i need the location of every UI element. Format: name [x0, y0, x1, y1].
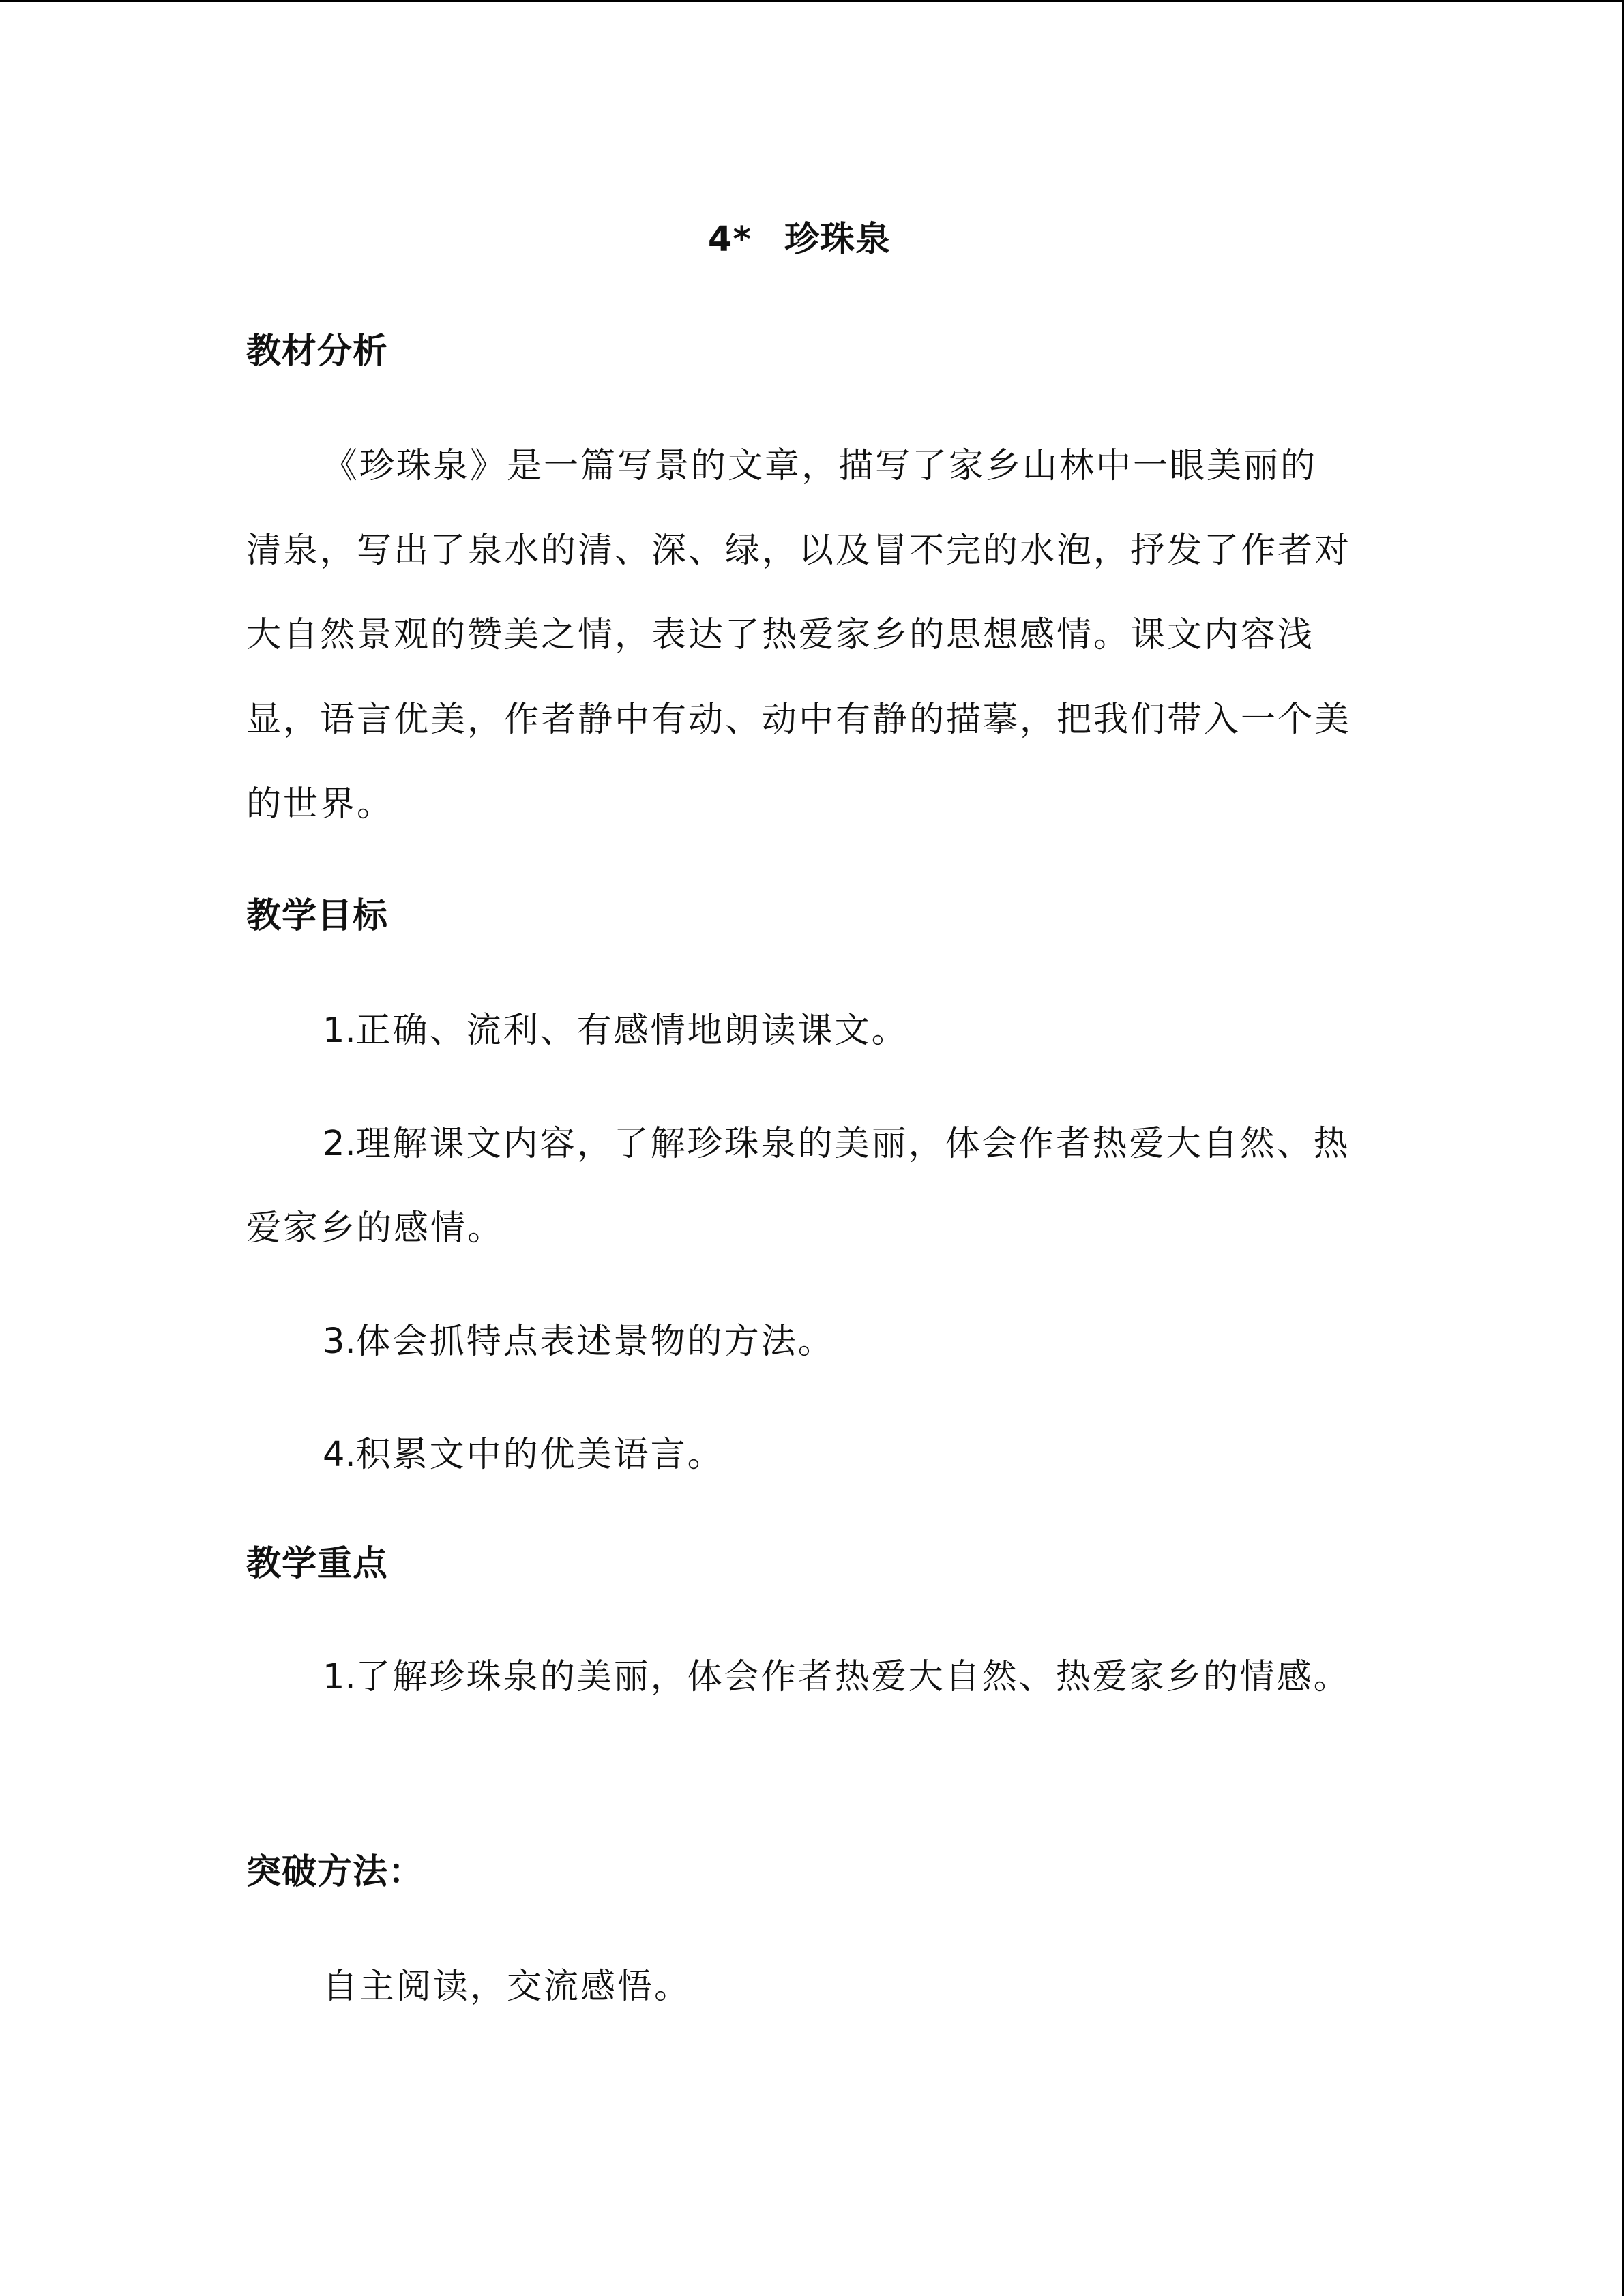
- goal-item-text: 理解课文内容，了解珍珠泉的美丽，体会作者热爱大自然、热爱家乡的感情。: [246, 1124, 1350, 1249]
- method-paragraph: 自主阅读，交流感悟。: [323, 1967, 692, 2007]
- goal-item-number: 3.: [323, 1322, 356, 1362]
- heading-focus: 教学重点: [246, 1544, 389, 1584]
- goal-item-4: [246, 1413, 1353, 1497]
- page-top-border: [0, 0, 1624, 2]
- goal-item-2: [246, 1102, 1353, 1271]
- focus-item-1: [246, 1635, 1353, 1720]
- goal-item-number: 2.: [323, 1124, 356, 1164]
- lesson-number: 4*: [707, 220, 752, 260]
- focus-item-text: 了解珍珠泉的美丽，体会作者热爱大自然、热爱家乡的情感。: [355, 1657, 1350, 1697]
- focus-item-number: 1.: [323, 1657, 356, 1697]
- goal-item-1: [246, 989, 1353, 1073]
- goal-item-3: [246, 1300, 1353, 1384]
- lesson-title-text: 珍珠泉: [784, 220, 891, 260]
- goal-item-text: 积累文中的优美语言。: [355, 1435, 724, 1475]
- heading-method: 突破方法：: [246, 1852, 424, 1892]
- goal-item-text: 体会抓特点表述景物的方法。: [355, 1322, 835, 1362]
- analysis-paragraph: 《珍珠泉》是一篇写景的文章，描写了家乡山林中一眼美丽的清泉，写出了泉水的清、深、绿，以及冒不完的水泡，抒发了作者对大自然景观的赞美之情，表达了热爱家乡的思想感情。课文内容浅显，语言优美，作者静中有动、动中有静的描摹，把我们带入一个美的世界。: [246, 446, 1352, 824]
- lesson-title: [246, 213, 1353, 267]
- heading-analysis: 教材分析: [246, 331, 389, 372]
- goal-item-number: 4.: [323, 1435, 356, 1475]
- goal-item-number: 1.: [323, 1011, 356, 1051]
- goal-item-text: 正确、流利、有感情地朗读课文。: [355, 1011, 909, 1051]
- heading-goals: 教学目标: [246, 896, 389, 936]
